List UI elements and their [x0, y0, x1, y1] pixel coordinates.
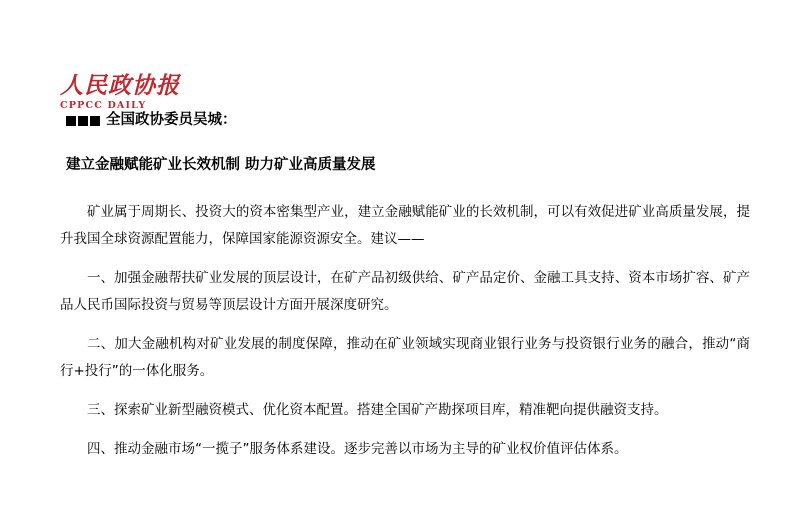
- paragraph-5: 四、推动金融市场“一揽子”服务体系建设。逐步完善以市场为主导的矿业权价值评估体系。: [87, 440, 628, 457]
- bullet-squares-icon: [66, 116, 100, 126]
- masthead-title-english: CPPCC DAILY: [60, 100, 147, 112]
- masthead: [60, 74, 240, 111]
- article-body: [60, 110, 750, 475]
- paragraph-4: 三、探索矿业新型融资模式、优化资本配置。搭建全国矿产勘探项目库，精准靶向提供融资支持。: [87, 401, 668, 418]
- byline-text: 全国政协委员吴城：: [106, 112, 237, 128]
- paragraph-1: 矿业属于周期长、投资大的资本密集型产业，建立金融赋能矿业的长效机制，可以有效促进矿业高质量发展，提升我国全球资源配置能力，保障国家能源资源安全。建议——: [60, 203, 750, 247]
- paragraph-2: 一、加强金融帮扶矿业发展的顶层设计，在矿产品初级供给、矿产品定价、金融工具支持、资本市场扩容、矿产品人民币国际投资与贸易等顶层设计方面开展深度研究。: [60, 269, 750, 313]
- masthead-title-chinese: 人民政协报: [60, 72, 180, 99]
- byline: [60, 110, 750, 132]
- headline: 建立金融赋能矿业长效机制 助力矿业高质量发展: [66, 156, 376, 173]
- paragraph-3: 二、加大金融机构对矿业发展的制度保障，推动在矿业领域实现商业银行业务与投资银行业务的融合，推动“商行+投行”的一体化服务。: [60, 335, 750, 379]
